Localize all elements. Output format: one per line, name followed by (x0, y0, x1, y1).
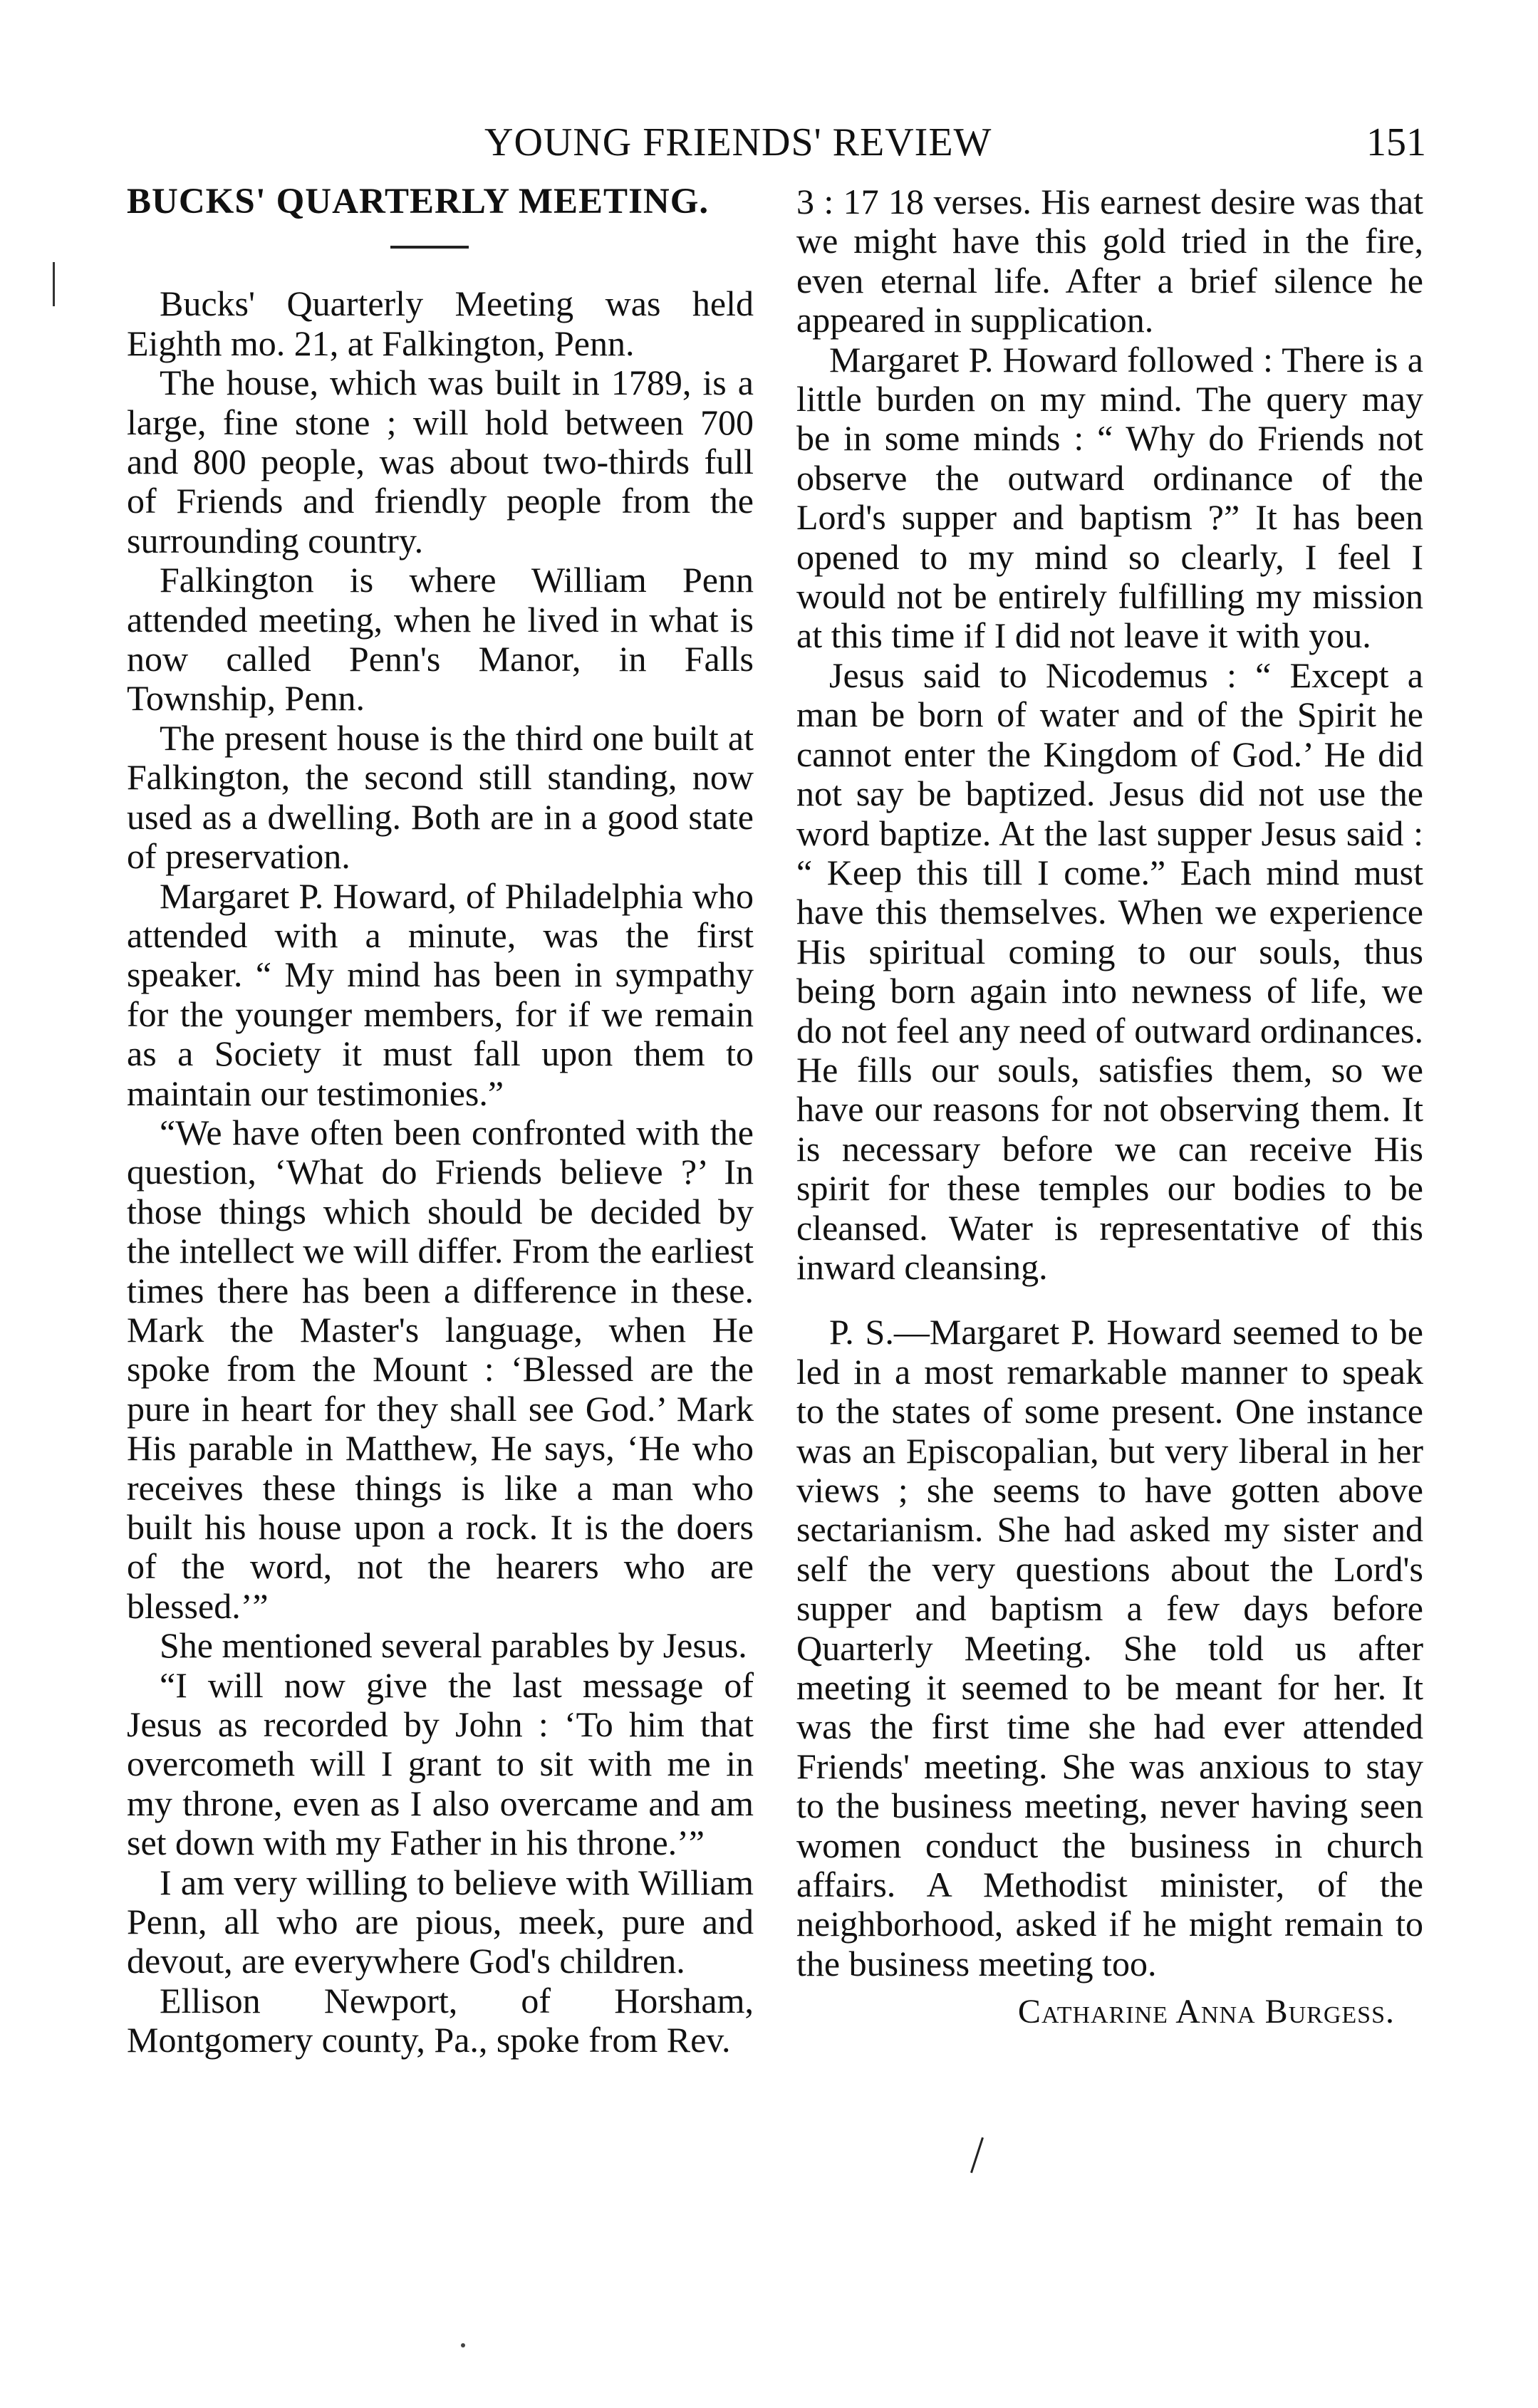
paragraph: Jesus said to Nicodemus : “ Except a man be born of water and of the Spirit he cannot enter the Kingdom of God.’ He did not say be baptized. Jesus did not use the word baptize. At the last supper Jesus said : “ Keep this till I come.” Each mind must have this themselves. When we experience His spiritual coming to our souls, thus being born again into newness of life, we do not feel any need of outward ordinances. He fills our souls, satisfies them, so we have our reasons for not observing them. It is necessary before we can receive His spirit for these temples our bodies to be cleansed. Water is representative of this inward cleansing. (796, 655, 1423, 1287)
paragraph: The present house is the third one built at Falkington, the second still standing, now used as a dwelling. Both are in a good state of preservation. (127, 717, 754, 877)
paragraph-continued: 3 : 17 18 verses. His earnest desire was that we might have this gold tried in the fire, even eternal life. After a brief silence he appeared in supplication. (796, 182, 1423, 340)
postscript: P. S.—Margaret P. Howard seemed to be led in a most remarkable manner to speak to the states of some present. One instance was an Episcopalian, but very liberal in her views ; she seems to have gotten above sectarianism. She had asked my sister and self the very questions about the Lord's supper and baptism a few days before Quarterly Meeting. She told us after meeting it seemed to be meant for her. It was the first time she had ever attended Friends' meeting. She was anxious to stay to the business meeting, never having seen women conduct the business in church affairs. A Methodist minister, of the neighborhood, asked if he might remain to the business meeting too. (796, 1312, 1423, 1984)
paragraph: I am very willing to believe with William Penn, all who are pious, meek, pure and devout, are everywhere God's children. (127, 1862, 754, 1981)
left-column (127, 182, 754, 2060)
signature: Catharine Anna Burgess. (1017, 1993, 1395, 2031)
article-title: BUCKS' QUARTERLY MEETING. (127, 182, 710, 221)
paragraph: She mentioned several parables by Jesus. (160, 1625, 747, 1666)
paragraph: The house, which was built in 1789, is a large, fine stone ; will hold between 700 and 800 people, was about two-thirds full of Friends and friendly people from the surrounding country. (127, 363, 754, 561)
signature-stroke-mark (970, 2137, 984, 2173)
page-number: 151 (1366, 120, 1426, 165)
title-rule (390, 246, 469, 249)
running-title: YOUNG FRIENDS' REVIEW (484, 120, 992, 165)
paragraph: Margaret P. Howard, of Philadelphia who attended with a minute, was the first speaker. “ My mind has been in sympathy for the younger members, for if we remain as a Society it must fall upon them to maintain our testimonies.” (127, 875, 754, 1113)
paragraph: “I will now give the last message of Jesus as recorded by John : ‘To him that overcometh will I grant to sit with me in my throne, even as I also overcame and am set down with my Father in his throne.’” (127, 1664, 754, 1863)
paragraph: Bucks' Quarterly Meeting was held Eighth mo. 21, at Falkington, Penn. (127, 283, 754, 363)
stray-dot-mark (461, 2343, 465, 2347)
paragraph: Margaret P. Howard followed : There is a little burden on my mind. The query may be in some minds : “ Why do Friends not observe the outward ordinance of the Lord's supper and baptism ?” It has been opened to my mind so clearly, I feel I would not be entirely fulfilling my mission at this time if I did not leave it with you. (796, 339, 1423, 656)
paragraph: Ellison Newport, of Horsham, Montgomery county, Pa., spoke from Rev. (127, 1980, 754, 2060)
margin-pencil-mark (53, 262, 55, 306)
running-head (0, 120, 1538, 170)
paragraph: Falkington is where William Penn attended meeting, when he lived in what is now called Penn's Manor, in Falls Township, Penn. (127, 560, 754, 719)
paragraph: “We have often been confronted with the question, ‘What do Friends believe ?’ In those things which should be decided by the intellect we will differ. From the earliest times there has been a difference in these. Mark the Master's language, when He spoke from the Mount : ‘Blessed are the pure in heart for they shall see God.’ Mark His parable in Matthew, He says, ‘He who receives these things is like a man who built his house upon a rock. It is the doers of the word, not the hearers who are blessed.’” (127, 1112, 754, 1626)
right-column (796, 182, 1423, 2032)
